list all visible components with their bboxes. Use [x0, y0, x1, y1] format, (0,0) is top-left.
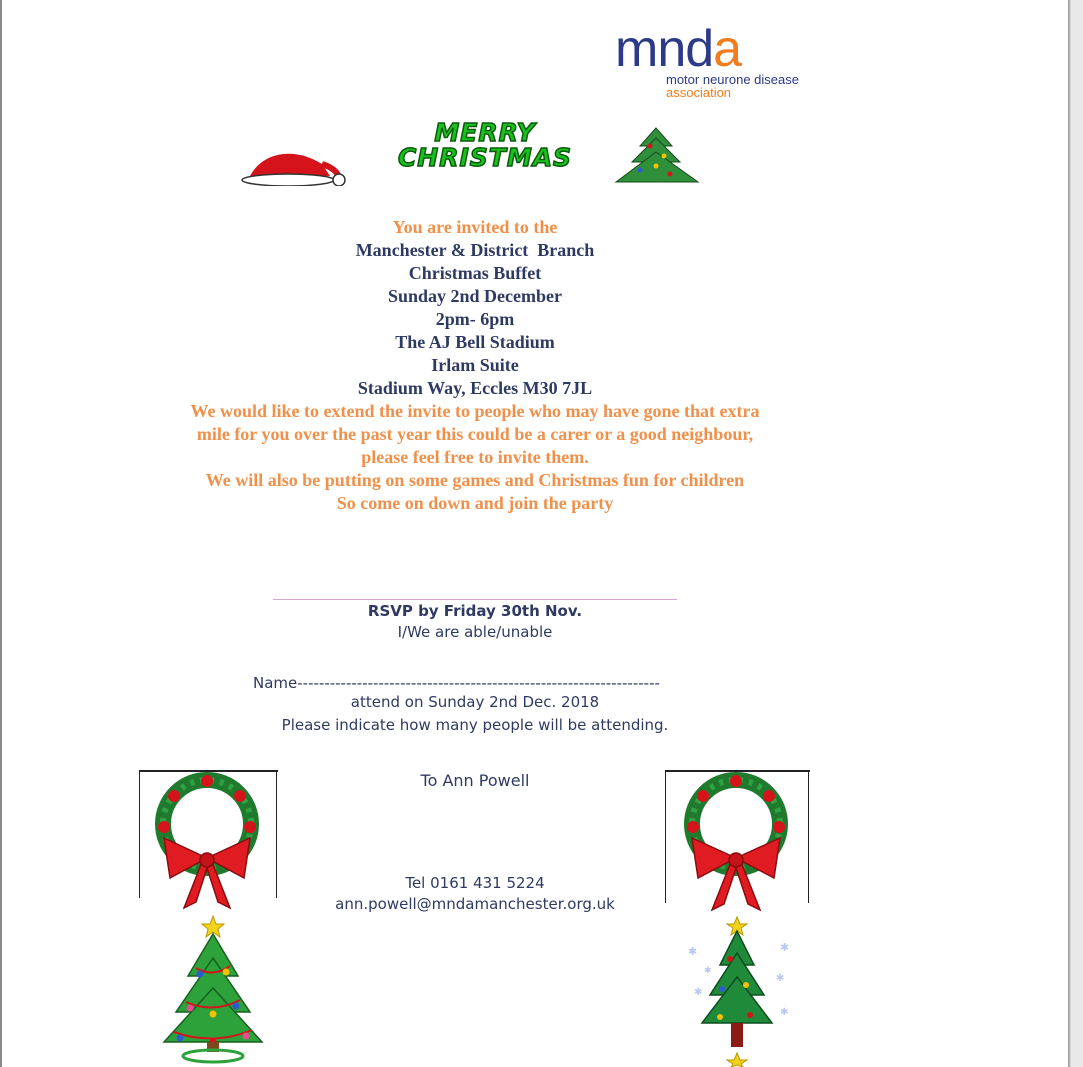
invite-address: Stadium Way, Eccles M30 7JL	[357, 378, 593, 398]
svg-text:✱: ✱	[688, 945, 698, 958]
rsvp-able: I/We are able/unable	[397, 623, 553, 641]
invite-extend-line3: please feel free to invite them.	[361, 447, 589, 467]
wreath-icon	[150, 772, 266, 912]
svg-text:✱: ✱	[780, 941, 790, 954]
wreath-icon	[678, 772, 794, 914]
svg-text:✱: ✱	[776, 973, 785, 984]
page-edge-left	[0, 0, 2, 1067]
rsvp-name-line: Name-------------------------------------------------------------------	[253, 674, 660, 692]
invite-venue: The AJ Bell Stadium	[395, 332, 555, 352]
contact-tel: Tel 0161 431 5224	[405, 874, 545, 892]
rsvp-deadline: RSVP by Friday 30th Nov.	[367, 602, 583, 620]
invite-date: Sunday 2nd December	[387, 286, 562, 306]
invite-branch: Manchester & District Branch	[355, 240, 595, 260]
merry-christmas-banner	[238, 120, 704, 192]
logo-subtitle	[666, 73, 799, 99]
divider-line	[273, 599, 677, 600]
christmas-tree-icon	[610, 124, 702, 186]
invite-time: 2pm- 6pm	[435, 309, 515, 329]
banner-line2: CHRISTMAS	[397, 143, 573, 172]
contact-to: To Ann Powell	[420, 771, 530, 790]
invite-intro: You are invited to the	[392, 217, 558, 237]
banner-line1: MERRY	[434, 118, 536, 147]
logo-word-accent: a	[713, 20, 742, 78]
rsvp-indicate: Please indicate how many people will be attending.	[281, 716, 669, 734]
svg-text:✱: ✱	[704, 966, 712, 976]
invite-event: Christmas Buffet	[408, 263, 542, 283]
invite-suite: Irlam Suite	[431, 355, 519, 375]
svg-text:✱: ✱	[694, 987, 703, 998]
invite-party: So come on down and join the party	[336, 493, 614, 513]
logo-subtitle-line2: association	[666, 85, 732, 100]
scrollbar-track[interactable]	[1068, 0, 1083, 1067]
contact-email: ann.powell@mndamanchester.org.uk	[335, 895, 615, 913]
invite-extend-line2: mile for you over the past year this could be a carer or a good neighbour,	[196, 424, 754, 444]
rsvp-attend: attend on Sunday 2nd Dec. 2018	[350, 693, 600, 711]
christmas-tree-icon	[680, 915, 796, 1067]
logo-word-main: mnd	[615, 20, 714, 78]
svg-text:✱: ✱	[780, 1007, 789, 1018]
logo-wordmark	[615, 20, 835, 78]
mnda-logo	[615, 20, 835, 106]
invitation-text	[100, 216, 850, 515]
invite-extend-line1: We would like to extend the invite to people who may have gone that extra	[190, 401, 760, 421]
christmas-tree-icon	[160, 914, 266, 1064]
logo-subtitle-line1: motor neurone disease	[666, 72, 799, 87]
invite-games: We will also be putting on some games and Christmas fun for children	[205, 470, 745, 490]
